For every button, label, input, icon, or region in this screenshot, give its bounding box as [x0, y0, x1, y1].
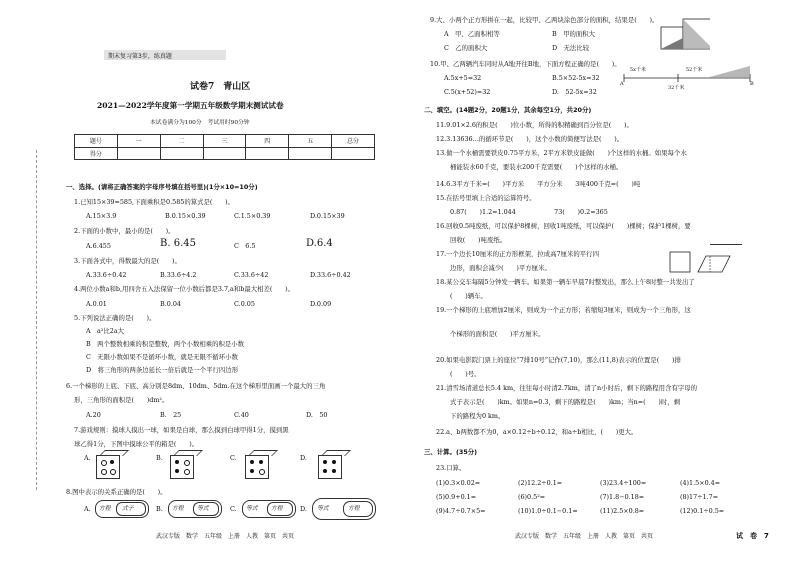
- score-header: 五: [289, 135, 332, 148]
- calc-item: (1)0.3×0.02=: [436, 479, 481, 487]
- score-header: 题号: [75, 135, 118, 148]
- calc-item: (12)0.1÷0.5=: [680, 507, 725, 515]
- calc-item: (4)1.5×0.4=: [680, 479, 721, 487]
- venn-d: 等式 方程: [312, 498, 376, 520]
- q6-option-c: C.40: [234, 411, 249, 419]
- question-14: 14.6.3平方千米=( )平方米 平方分米 3吨400千克=( )吨: [436, 180, 641, 188]
- q5-option-d: D 将三角形的两条边延长一倍后就是一个平行四边形: [86, 366, 239, 374]
- question-18-line1: 18.某公交车每隔5分钟发一辆车。如果第一辆车早晨7时整发出，那么上午8时整一共发出了: [436, 278, 695, 286]
- question-11: 11.9.01×2.6的积是( )位小数，所得的积精确到百分位是( )。: [436, 121, 633, 129]
- q2-option-d: D.6.4: [306, 238, 333, 249]
- q8-label-c: C.: [230, 505, 237, 513]
- question-9: 9.大、小两个正方形拼在一起，比较甲、乙两块涂色部分的面积，结果是( )。: [430, 16, 659, 24]
- question-17-line1: 17.一个边长10厘米的正方形框架，拉成高7厘米的平行四: [436, 250, 599, 258]
- question-22: 22.a、b两数都不为0，a×0.12÷b÷0.12，和a÷b相比，( )更大。: [436, 428, 638, 436]
- question-5: 5.下列说法正确的是( )。: [74, 314, 156, 322]
- q9-option-a: A 甲、乙面积相等: [444, 30, 500, 38]
- right-footer: 武汉专版 数学 五年级 上册 人教 第页 共页: [515, 533, 654, 540]
- question-13-line1: 13.做一个水桶需要铁皮0.75平方米，2平方米铁皮能做( )个这样的水桶。如果每个水: [436, 149, 687, 157]
- score-header: 总分: [332, 135, 375, 148]
- q1-option-b: B.0.15×0.39: [165, 212, 206, 220]
- square-shaded-diagram: [660, 18, 710, 52]
- calc-item: (2)12.2÷0.1=: [518, 479, 563, 487]
- question-7-line2: 球乙得1分，下图中摸球公平的箱是( )。: [74, 440, 199, 448]
- score-header: 二: [160, 135, 203, 148]
- page-corner-label: 试 卷 7: [736, 532, 769, 540]
- ball-box-c: [245, 455, 269, 479]
- question-21-line2: 式子表示是( )km。如果n=0.3，剩下的路程是( )km；当n=( )时，剩: [450, 398, 681, 406]
- question-3: 3.下面各式中，得数最大的是( )。: [74, 257, 181, 265]
- q5-option-c: C 无限小数如果不是循环小数，就是无限不循环小数: [86, 353, 238, 361]
- question-18-line2: ( )辆车。: [450, 292, 487, 300]
- question-12: 12.3.13636…的循环节是( )，这个小数的简便写法是( )。: [436, 135, 624, 143]
- q10-option-d: D. 52-5x=32: [552, 88, 597, 96]
- calc-item: (3)23.4÷100=: [600, 479, 647, 487]
- question-15: 15.在括号里填上合适的运算符号。: [436, 194, 536, 202]
- calc-item: (8)17÷1.7=: [680, 493, 719, 501]
- review-badge: 期末复习第3步，练真题: [104, 50, 226, 60]
- q10-option-a: A.5x+5=32: [444, 74, 482, 82]
- q2-option-c: C 6.5: [234, 242, 256, 250]
- q4-option-b: B.0.04: [160, 300, 181, 308]
- ball-box-d: [318, 455, 342, 479]
- question-6-line2: 形，三角形的面积是( )dm²。: [74, 396, 169, 404]
- q9-option-d: D 无法比较: [552, 44, 590, 52]
- q4-option-a: A.0.01: [86, 300, 107, 308]
- question-23: 23.口算。: [436, 464, 466, 472]
- question-16-line1: 16.回收0.5吨废纸，可以保护8棵树，回收1吨废纸，可以保护( )棵树；保护1棵树，要: [436, 222, 691, 230]
- q10-option-c: C.5(x+52)=32: [444, 88, 491, 96]
- q4-option-c: C.0.05: [234, 300, 255, 308]
- question-21-line3: 下的路程为0 km。: [450, 412, 505, 420]
- exam-meta: 本试卷满分为100分 考试用时90分钟: [150, 120, 250, 126]
- question-6-line1: 6.一个梯形的上底、下底、高分别是8dm、10dm、5dm.在这个梯形里面画一个最大的三角: [66, 382, 326, 390]
- q1-option-a: A.15×3.9: [86, 212, 117, 220]
- diagram-label-52: 52千米: [686, 67, 703, 73]
- question-10: 10.甲、乙两辆汽车同时从A地开往B地，下面方程正确的是( )。: [430, 60, 621, 68]
- parallelogram-diagram: [668, 250, 738, 274]
- diagram-label-a: A: [620, 81, 624, 87]
- left-footer: 武汉专版 数学 五年级 上册 人教 第页 共页: [156, 533, 295, 540]
- ball-box-b: [170, 455, 194, 479]
- q7-label-a: A.: [84, 454, 91, 462]
- q3-option-b: B.33.6÷4.2: [160, 271, 197, 279]
- q5-option-b: B 两个整数相乘的积是整数，两个小数相乘的积是小数: [86, 340, 245, 348]
- calc-item: (6)0.5²=: [518, 493, 546, 501]
- score-table: [74, 134, 375, 160]
- answer-line[interactable]: [710, 244, 742, 245]
- question-21-line1: 21.清雪场清道总长5.4 km，往往每小时清2.7km，清了n小时后，剩下的路程用含有字母的: [436, 384, 698, 392]
- q6-option-a: A.20: [86, 411, 101, 419]
- q3-option-c: C.33.6÷42: [234, 271, 269, 279]
- score-cell[interactable]: [203, 147, 246, 160]
- score-cell[interactable]: [117, 147, 160, 160]
- question-7-line1: 7.游戏规则：摸球人摸出一球，如果是白球，那么摸到白球甲得1分，摸到黑: [74, 426, 289, 434]
- q7-label-c: C.: [230, 454, 237, 462]
- binding-margin: [8, 150, 37, 490]
- score-header: 三: [203, 135, 246, 148]
- paper-title: 试卷7 青山区: [190, 82, 251, 92]
- calc-item: (10)1.0÷0.1−0.1=: [518, 507, 578, 515]
- q3-option-d: D.33.6÷0.42: [310, 271, 351, 279]
- calc-item: (9)4.7÷0.7×5=: [436, 507, 486, 515]
- question-20-line2: ( )号。: [450, 370, 481, 378]
- q8-label-d: D.: [300, 505, 307, 513]
- score-cell[interactable]: [332, 147, 375, 160]
- score-cell[interactable]: [246, 147, 289, 160]
- score-cell[interactable]: [289, 147, 332, 160]
- q1-option-c: C.1.5×0.39: [234, 212, 271, 220]
- score-header: 一: [117, 135, 160, 148]
- q3-option-a: A.33.6÷0.42: [86, 271, 127, 279]
- diagram-label-b: B: [750, 81, 754, 87]
- question-4: 4.两位小数a和b,用四舍五入法保留一位小数后都是3.7,a和b最大相差( )。: [74, 285, 295, 293]
- q2-option-a: A.6.455: [86, 242, 111, 250]
- ball-box-a: [96, 455, 120, 479]
- q9-option-b: B 甲的面积大: [552, 30, 596, 38]
- section-choice-heading: 一、选择。(请将正确答案的字母序号填在括号里)(1分×10=10分): [66, 183, 258, 191]
- score-cell[interactable]: [160, 147, 203, 160]
- diagram-label-32: 32千米: [668, 85, 685, 91]
- diagram-label-5x: 5x千米: [630, 67, 647, 73]
- question-13-line2: 桶能装水60千克，要装水200千克需要( )个这样的水桶。: [450, 163, 623, 171]
- q6-option-d: D. 50: [306, 411, 328, 419]
- question-1: 1.已知15×39=585,下面乘积是0.585的算式是( )。: [74, 198, 235, 206]
- venn-b: 方程 等式: [168, 500, 222, 518]
- q6-option-b: B. 25: [160, 411, 182, 419]
- q1-option-d: D.0.15×39: [310, 212, 345, 220]
- q2-option-b: B. 6.45: [160, 238, 196, 249]
- q9-option-c: C 乙的面积大: [444, 44, 488, 52]
- q7-label-b: B.: [156, 454, 163, 462]
- calc-item: (11)2.5×0.8=: [600, 507, 645, 515]
- score-row-label: 得分: [75, 147, 118, 160]
- question-19-line2: 个梯形的面积是( )平方厘米。: [450, 330, 545, 338]
- q10-option-b: B.5×52-5x=32: [552, 74, 600, 82]
- question-16-line2: 回收( )吨废纸。: [450, 236, 507, 244]
- calc-item: (7)1.8−0.18=: [600, 493, 645, 501]
- section-calc-heading: 三、计算。(35分): [424, 448, 478, 456]
- score-header: 四: [246, 135, 289, 148]
- q8-label-b: B.: [156, 505, 163, 513]
- question-19-line1: 19.一个梯形的上底增加2厘米，则成为一个正方形；若缩短3厘米，则成为一个三角形，这: [436, 306, 691, 314]
- q7-label-d: D.: [300, 454, 307, 462]
- venn-c: 等式 方程: [242, 500, 296, 518]
- q5-option-a: A a²比2a大: [86, 327, 125, 335]
- question-15-items: 0.87( )1.2=1.044 73( )0.2=365: [450, 208, 608, 216]
- paper-subtitle: 2021—2022学年度第一学期五年级数学期末测试试卷: [97, 101, 284, 110]
- calc-item: (5)0.9+0.1=: [436, 493, 477, 501]
- venn-a: 方程 式子: [95, 500, 149, 518]
- question-8: 8.图中表示的关系正确的是( )。: [66, 488, 167, 496]
- q8-label-a: A.: [84, 505, 91, 513]
- question-2: 2.下面的小数中，最小的是( )。: [74, 227, 175, 235]
- q4-option-d: D.0.09: [310, 300, 332, 308]
- question-17-line2: 边形，面积会减少( )平方厘米。: [450, 264, 551, 272]
- question-20-line1: 20.如果电影院门票上的座位“7排10号”记作(7,10)，那么(11,8)表示的位置是( )排: [436, 356, 681, 364]
- section-fill-heading: 二、填空。(14题2分，20题1分，其余每空1分，共20分): [424, 106, 592, 114]
